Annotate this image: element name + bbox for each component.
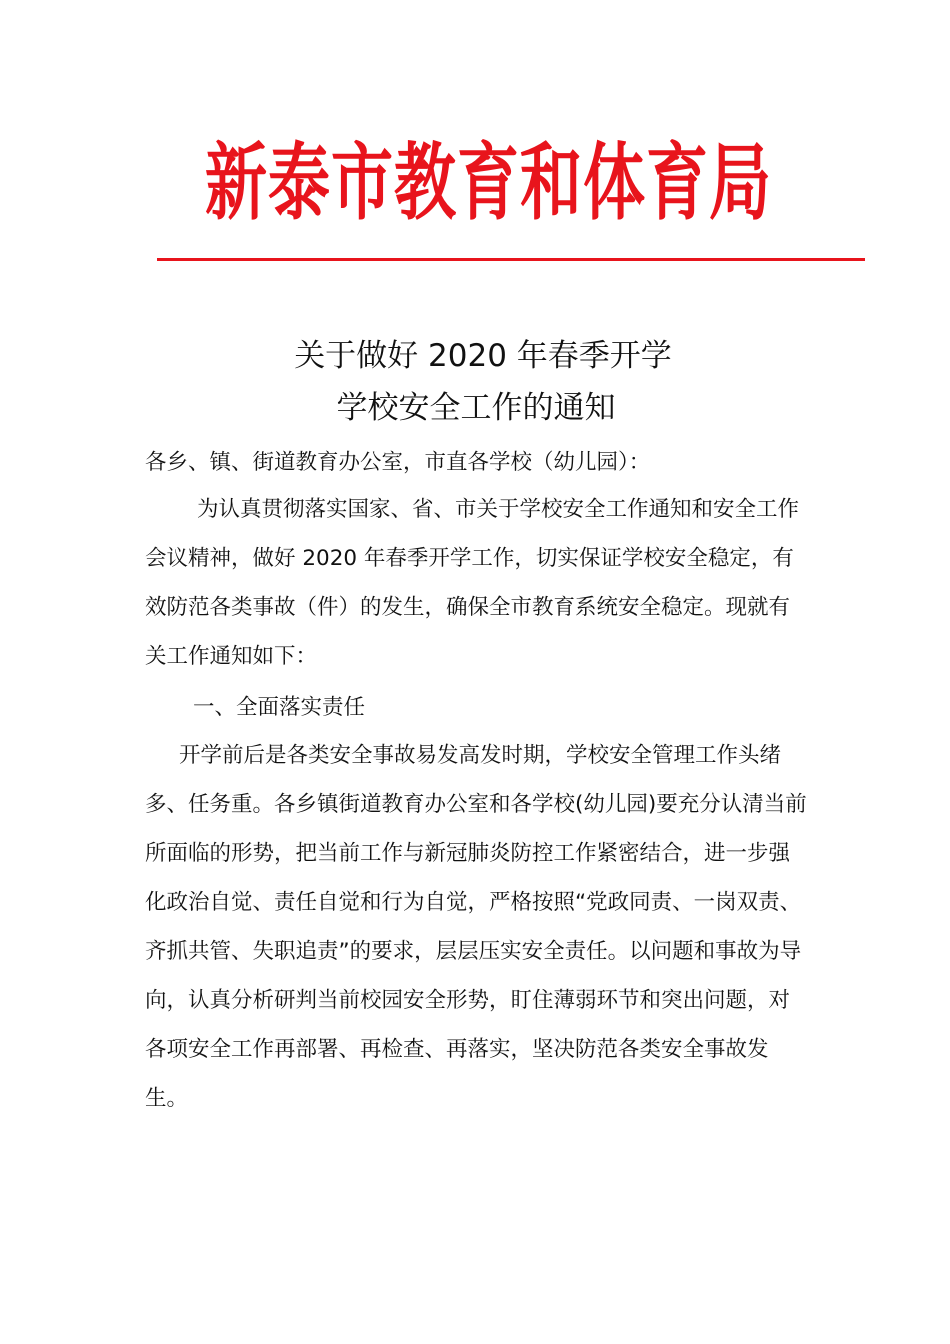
section-heading: 一、全面落实责任: [193, 695, 366, 720]
salutation: 各乡、镇、街道教育办公室，市直各学校（幼儿园）：: [145, 450, 651, 475]
notice-title-line-1: 关于做好 2020 年春季开学: [294, 338, 672, 374]
notice-title-line-2: 学校安全工作的通知: [336, 390, 616, 426]
masthead-title: 新泰市教育和体育局: [205, 133, 773, 232]
masthead-divider: [157, 258, 865, 261]
section-body: 开学前后是各类安全事故易发高发时期，学校安全管理工作头绪多、任务重。各乡镇街道教育办公室和各学校(幼儿园)要充分认清当前所面临的形势，把当前工作与新冠肺炎防控工作紧密结合，进一步强化政治自觉、责任自觉和行为自觉，严格按照“党政同责、一岗双责、齐抓共管、失职追责”的要求，层层压实安全责任。以问题和事故为导向，认真分析研判当前校园安全形势，盯住薄弱环节和突出问题，对各项安全工作再部署、再检查、再落实，坚决防范各类安全事故发生。: [145, 743, 807, 1111]
intro-paragraph: 为认真贯彻落实国家、省、市关于学校安全工作通知和安全工作会议精神，做好 2020 年春季开学工作，切实保证学校安全稳定，有效防范各类事故（件）的发生，确保全市教育系统安全稳定。现就有关工作通知如下：: [145, 497, 800, 669]
